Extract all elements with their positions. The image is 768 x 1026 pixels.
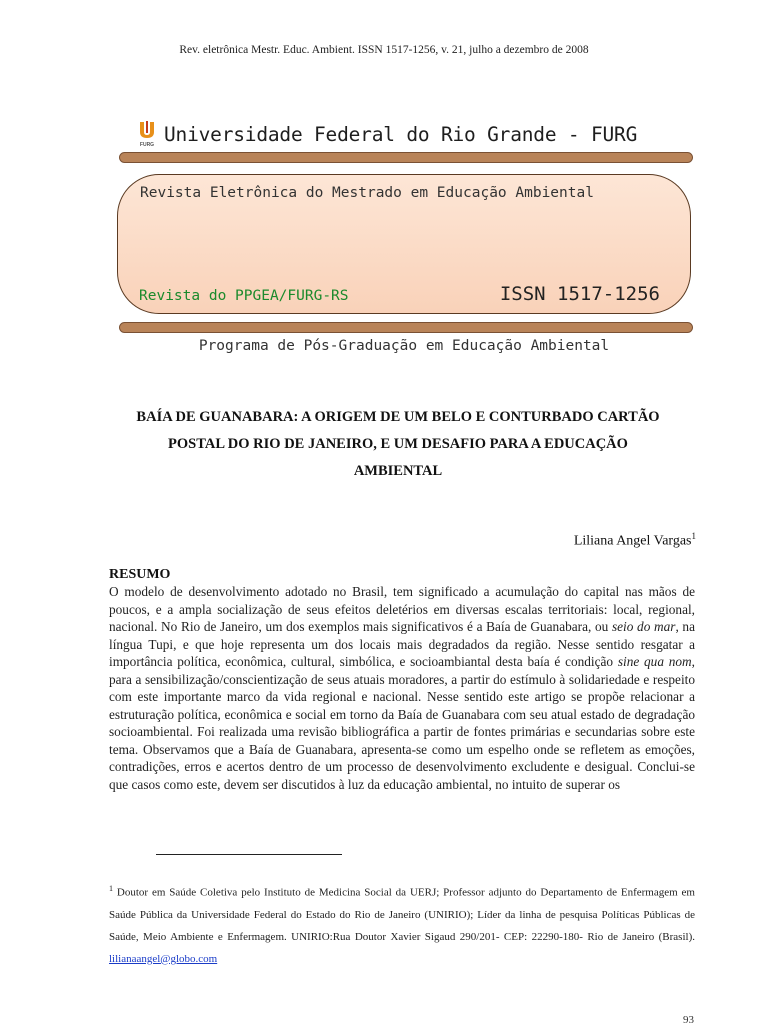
abstract-heading: RESUMO	[109, 567, 171, 582]
footnote-number: 1	[109, 884, 113, 893]
author-text: Liliana Angel Vargas	[573, 533, 692, 549]
author-footnote-marker[interactable]: 1	[691, 531, 696, 541]
author-name	[574, 531, 696, 550]
running-head: Rev. eletrônica Mestr. Educ. Ambient. ISSN 1517-1256, v. 21, julho a dezembro de 2008	[179, 44, 589, 56]
journal-banner	[117, 174, 691, 314]
title-line: POSTAL DO RIO DE JANEIRO, E UM DESAFIO PARA A EDUCAÇÃO	[168, 436, 628, 452]
issn-label: ISSN 1517-1256	[499, 283, 660, 305]
page-number: 93	[683, 1014, 694, 1026]
abstract-text: , na língua Tupi, e que hoje representa um dos locais mais degradados da região. Nesse sentido resgatar a importância política, econômica, cultural, simbólica, e socioambiantal desta baía é condição	[109, 619, 695, 669]
footnote-divider	[156, 854, 342, 855]
abstract-italic: seio do mar	[611, 619, 676, 634]
journal-name: Revista Eletrônica do Mestrado em Educação Ambiental	[140, 185, 594, 201]
abstract-italic: sine qua nom	[617, 654, 692, 669]
abstract-text: O modelo de desenvolvimento adotado no Brasil, tem significado a acumulação do capital nas mãos de poucos, e a ampla socialização de seus efeitos deletérios em diversas escalas territoriais: local, regional, nacional. No Rio de Janeiro, um dos exemplos mais significativos é a Baía de Guanabara, ou	[109, 584, 695, 634]
logo-label: FURG	[139, 142, 155, 148]
footnote	[109, 878, 695, 970]
furg-logo-icon	[136, 120, 158, 148]
decorative-bar-bottom	[119, 322, 693, 333]
program-name: Programa de Pós-Graduação em Educação Ambiental	[198, 338, 610, 354]
footnote-text: Doutor em Saúde Coletiva pelo Instituto de Medicina Social da UERJ; Professor adjunto do Departamento de Enfermagem em Saúde Pública da Universidade Federal do Estado do Rio de Janeiro (UNIRIO); Líder da linha de pesquisa Políticas Públicas de Saúde, Meio Ambiente e Enfermagem. UNIRIO:Rua Doutor Xavier Sigaud 290/201- CEP: 22290-180- Rio de Janeiro (Brasil).	[109, 886, 695, 943]
ppgea-label: Revista do PPGEA/FURG-RS	[139, 288, 349, 304]
abstract-body	[109, 583, 695, 837]
author-email-link[interactable]: lilianaangel@globo.com	[109, 952, 218, 965]
article-title	[108, 404, 688, 485]
title-line: BAÍA DE GUANABARA: A ORIGEM DE UM BELO E CONTURBADO CARTÃO	[136, 409, 660, 425]
university-name: Universidade Federal do Rio Grande - FURG	[164, 122, 638, 146]
header-title-row	[136, 120, 637, 148]
decorative-bar-top	[119, 152, 693, 163]
title-line: AMBIENTAL	[353, 463, 443, 479]
abstract-text: , para a sensibilização/conscientização de seus atuais moradores, a partir do estímulo à solidariedade e respeito com este importante marco da vida regional e nacional. Nesse sentido este artigo se propõe relacionar a estruturação política, econômica e social em torno da Baía de Guanabara com seu atual estado de degradação socioambiental. Foi realizada uma revisão bibliográfica a partir de fontes primárias e secundarias sobre este tema. Observamos que a Baía de Guanabara, apresenta-se como um espelho onde se refletem as emoções, contradições, erros e acertos dentro de um processo de desenvolvimento excludente e desigual. Conclui-se que casos como este, devem ser discutidos à luz da educação ambiental, no intuito de superar os	[109, 654, 695, 792]
